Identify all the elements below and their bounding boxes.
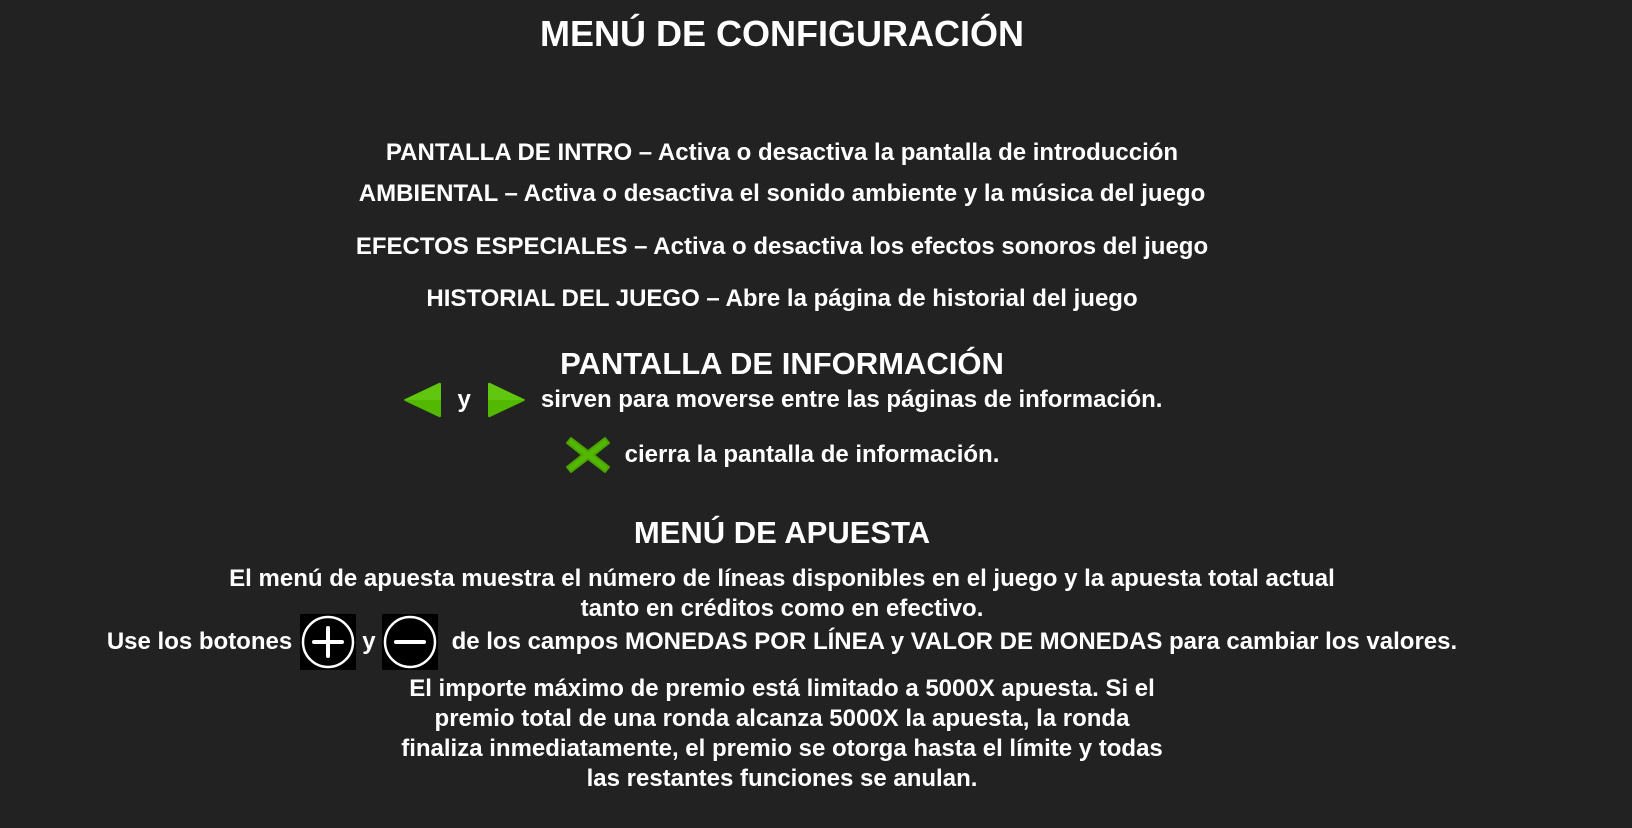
info-close-text: cierra la pantalla de información.	[624, 441, 1000, 468]
separator: –	[632, 139, 658, 166]
page-title: MENÚ DE CONFIGURACIÓN	[540, 13, 1024, 54]
setting-key: AMBIENTAL	[358, 180, 498, 207]
separator: –	[699, 285, 726, 312]
bet-limit-line2: premio total de una ronda alcanza 5000X la apuesta, la ronda	[434, 705, 1130, 732]
info-arrows-row	[0, 380, 1564, 420]
setting-desc: Activa o desactiva el sonido ambiente y la música del juego	[523, 180, 1206, 207]
close-icon	[565, 434, 611, 476]
info-arrows-text: sirven para moverse entre las páginas de información.	[540, 386, 1163, 413]
info-conj: y	[457, 386, 471, 413]
separator: –	[627, 233, 654, 260]
setting-desc: Activa o desactiva los efectos sonoros del juego	[653, 233, 1209, 260]
setting-history	[0, 285, 1564, 313]
bet-desc-line2: tanto en créditos como en efectivo.	[580, 595, 984, 622]
arrow-right-icon	[487, 381, 527, 419]
setting-intro	[0, 139, 1564, 167]
setting-key: HISTORIAL DEL JUEGO	[426, 285, 700, 312]
bet-limit-line1: El importe máximo de premio está limitado a 5000X apuesta. Si el	[409, 675, 1155, 702]
bet-buttons-suffix: de los campos MONEDAS POR LÍNEA y VALOR DE MONEDAS para cambiar los valores.	[451, 628, 1458, 655]
bet-heading: MENÚ DE APUESTA	[633, 515, 931, 550]
info-close-row	[0, 434, 1564, 476]
setting-desc: Abre la página de historial del juego	[725, 285, 1138, 312]
bet-buttons-prefix: Use los botones	[106, 628, 293, 655]
setting-ambient	[0, 180, 1564, 208]
bet-limit-line3: finaliza inmediatamente, el premio se otorga hasta el límite y todas	[401, 735, 1163, 762]
plus-circle-icon	[300, 614, 356, 670]
bet-desc-line1: El menú de apuesta muestra el número de líneas disponibles en el juego y la apuesta total actual	[229, 565, 1335, 592]
info-heading: PANTALLA DE INFORMACIÓN	[560, 346, 1004, 381]
separator: –	[497, 180, 524, 207]
setting-key: PANTALLA DE INTRO	[385, 139, 633, 166]
setting-key: EFECTOS ESPECIALES	[355, 233, 628, 260]
bet-buttons-row	[0, 612, 1564, 672]
setting-effects	[0, 233, 1564, 261]
arrow-left-icon	[402, 381, 442, 419]
minus-circle-icon	[382, 614, 438, 670]
setting-desc: Activa o desactiva la pantalla de introducción	[657, 139, 1179, 166]
bet-limit-line4: las restantes funciones se anulan.	[586, 765, 978, 792]
bet-buttons-conj: y	[362, 628, 376, 655]
